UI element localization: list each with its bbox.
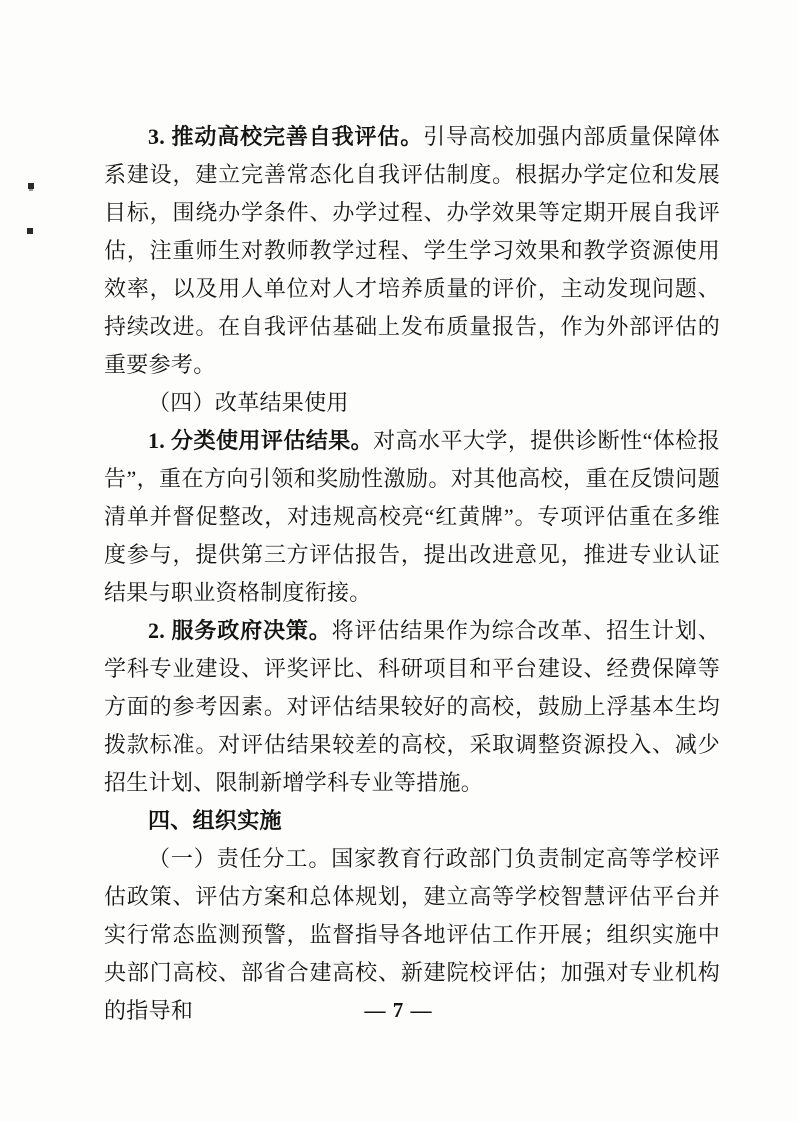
text-segment-bold: 四、组织实施: [148, 808, 282, 833]
para-2-serve-government-decisions: [104, 612, 720, 802]
text-segment-kaiti: （一）责任分工。: [148, 846, 332, 871]
text-segment-normal: 引导高校加强内部质量保障体系建设，建立完善常态化自我评估制度。根据办学定位和发展目标，围绕办学条件、办学过程、办学效果等定期开展自我评估，注重师生对教师教学过程、学生学习效果和教学资源使用效率，以及用人单位对人才培养质量的评价，主动发现问题、持续改进。在自我评估基础上发布质量报告，作为外部评估的重要参考。: [104, 124, 721, 377]
scan-artifact: [28, 183, 34, 189]
scan-artifact: [27, 228, 33, 234]
page-number: — 7 —: [364, 998, 433, 1022]
para-1-classified-use-of-results: [104, 422, 720, 612]
text-segment-normal: 国家教育行政部门负责制定高等学校评估政策、评估方案和总体规划，建立高等学校智慧评估平台并实行常态监测预警，监督指导各地评估工作开展；组织实施中央部门高校、部省合建高校、新建院校评估；加强对专业机构的指导和: [104, 846, 720, 1023]
text-segment-normal: 对高水平大学，提供诊断性“体检报告”，重在方向引领和奖励性激励。对其他高校，重在反馈问题清单并督促整改，对违规高校亮“红黄牌”。专项评估重在多维度参与，提供第三方评估报告，提出改进意见，推进专业认证结果与职业资格制度衔接。: [104, 428, 720, 605]
text-segment-kaiti: （四）改革结果使用: [148, 390, 349, 415]
document-body: [104, 118, 720, 1030]
text-segment-bold: 2. 服务政府决策。: [148, 618, 332, 643]
para-3-promote-self-evaluation: [104, 118, 720, 384]
heading-chapter-4-organization: [104, 802, 720, 840]
text-segment-normal: 将评估结果作为综合改革、招生计划、学科专业建设、评奖评比、科研项目和平台建设、经费保障等方面的参考因素。对评估结果较好的高校，鼓励上浮基本生均拨款标准。对评估结果较差的高校，采取调整资源投入、减少招生计划、限制新增学科专业等措施。: [104, 618, 720, 795]
heading-section-4-reform-result-use: [104, 384, 720, 422]
text-segment-bold: 1. 分类使用评估结果。: [148, 428, 374, 453]
text-segment-bold: 3. 推动高校完善自我评估。: [148, 124, 424, 149]
